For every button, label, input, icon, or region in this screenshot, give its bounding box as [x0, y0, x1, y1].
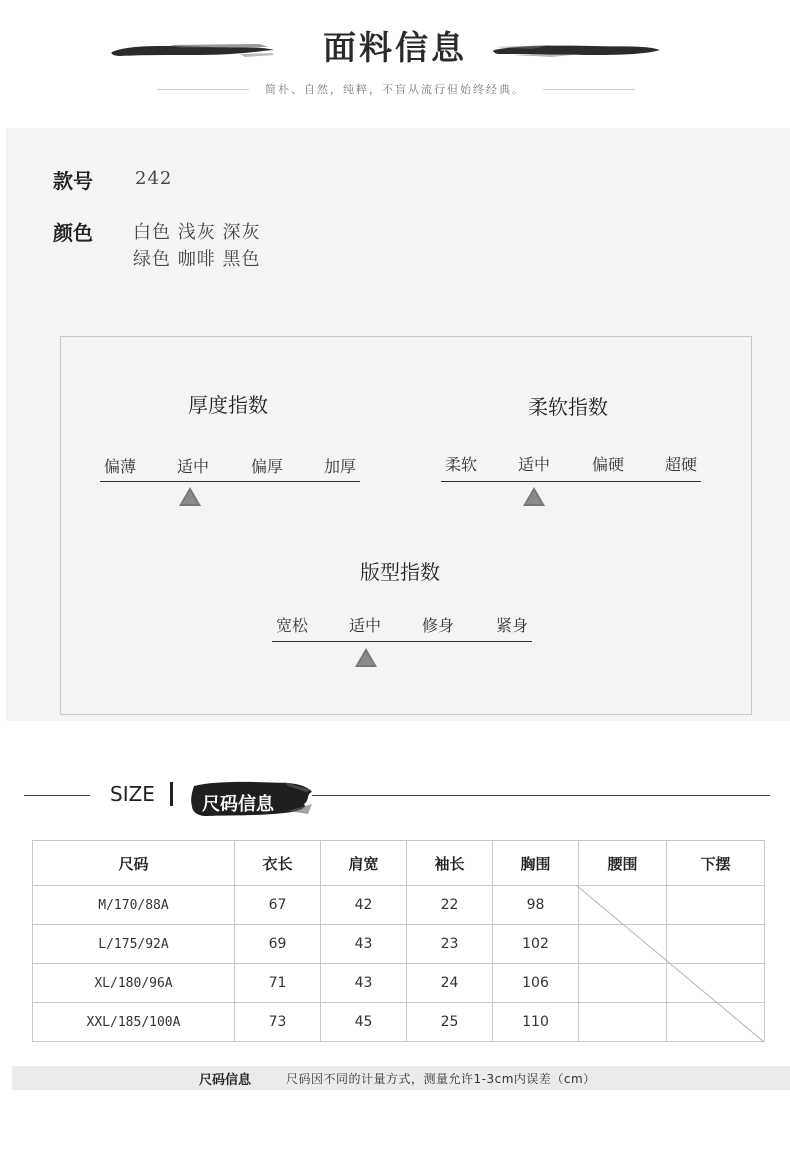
- table-header-row: [33, 841, 765, 886]
- table-cell-empty: [579, 886, 667, 925]
- divider: [312, 795, 770, 796]
- fit-index-title: 版型指数: [360, 560, 440, 584]
- table-row: [33, 1003, 765, 1042]
- table-cell-empty: [579, 964, 667, 1003]
- style-label: 款号: [53, 169, 93, 193]
- color-list-row1: 白色 浅灰 深灰: [133, 222, 261, 243]
- table-cell: 71: [235, 964, 321, 1003]
- size-note-label: 尺码信息: [199, 1073, 252, 1088]
- thickness-scale-line: [100, 481, 360, 482]
- table-cell: 102: [493, 925, 579, 964]
- table-cell: L/175/92A: [33, 925, 235, 964]
- table-cell: 67: [235, 886, 321, 925]
- table-cell: 25: [407, 1003, 493, 1042]
- size-title-en: SIZE: [110, 782, 155, 806]
- column-header: 衣长: [235, 841, 321, 886]
- table-cell: 42: [321, 886, 407, 925]
- table-cell-empty: [579, 1003, 667, 1042]
- fit-scale-line: [272, 641, 532, 642]
- separator-bar: [170, 782, 173, 806]
- column-header: 尺码: [33, 841, 235, 886]
- thickness-option: 偏薄: [103, 457, 136, 476]
- softness-option: 柔软: [444, 455, 477, 474]
- softness-index-title: 柔软指数: [528, 395, 608, 419]
- column-header: 肩宽: [321, 841, 407, 886]
- thickness-option: 加厚: [323, 457, 356, 476]
- table-cell-empty: [667, 1003, 765, 1042]
- table-row: [33, 964, 765, 1003]
- table-cell: 110: [493, 1003, 579, 1042]
- table-cell-empty: [667, 886, 765, 925]
- section-subtitle: 简朴、自然，纯粹，不盲从流行但始终经典。: [265, 83, 525, 96]
- fit-option: 适中: [348, 616, 381, 635]
- fit-option: 宽松: [275, 616, 308, 635]
- color-label: 颜色: [53, 221, 93, 245]
- table-cell: 73: [235, 1003, 321, 1042]
- table-row: [33, 925, 765, 964]
- thickness-option: 适中: [176, 457, 209, 476]
- section-title: 面料信息: [323, 28, 467, 67]
- softness-option: 超硬: [664, 455, 697, 474]
- column-header: 袖长: [407, 841, 493, 886]
- table-cell: 98: [493, 886, 579, 925]
- fit-option: 紧身: [495, 616, 528, 635]
- table-row: [33, 886, 765, 925]
- table-cell: 24: [407, 964, 493, 1003]
- table-cell: XL/180/96A: [33, 964, 235, 1003]
- table-cell: 45: [321, 1003, 407, 1042]
- size-title-cn: 尺码信息: [202, 794, 274, 815]
- table-cell: 43: [321, 925, 407, 964]
- table-cell-empty: [667, 925, 765, 964]
- divider: [24, 795, 90, 796]
- size-table: [32, 840, 765, 1042]
- style-value: 242: [135, 168, 173, 189]
- thickness-option: 偏厚: [250, 457, 283, 476]
- fit-marker-icon: [355, 648, 377, 667]
- table-cell: XXL/185/100A: [33, 1003, 235, 1042]
- table-cell: M/170/88A: [33, 886, 235, 925]
- table-cell: 22: [407, 886, 493, 925]
- table-cell: 69: [235, 925, 321, 964]
- table-cell: 43: [321, 964, 407, 1003]
- thickness-marker-icon: [179, 487, 201, 506]
- color-list-row2: 绿色 咖啡 黑色: [133, 249, 261, 270]
- thickness-index-title: 厚度指数: [188, 393, 268, 417]
- softness-marker-icon: [523, 487, 545, 506]
- column-header: 下摆: [667, 841, 765, 886]
- size-note-text: 尺码因不同的计量方式，测量允许1-3cm内误差（cm）: [286, 1072, 596, 1086]
- table-cell: 23: [407, 925, 493, 964]
- fabric-index-panel: [60, 336, 752, 715]
- softness-option: 适中: [517, 455, 550, 474]
- table-cell-empty: [667, 964, 765, 1003]
- table-cell: 106: [493, 964, 579, 1003]
- softness-scale-line: [441, 481, 701, 482]
- column-header: 胸围: [493, 841, 579, 886]
- table-cell-empty: [579, 925, 667, 964]
- softness-option: 偏硬: [591, 455, 624, 474]
- column-header: 腰围: [579, 841, 667, 886]
- fit-option: 修身: [421, 616, 454, 635]
